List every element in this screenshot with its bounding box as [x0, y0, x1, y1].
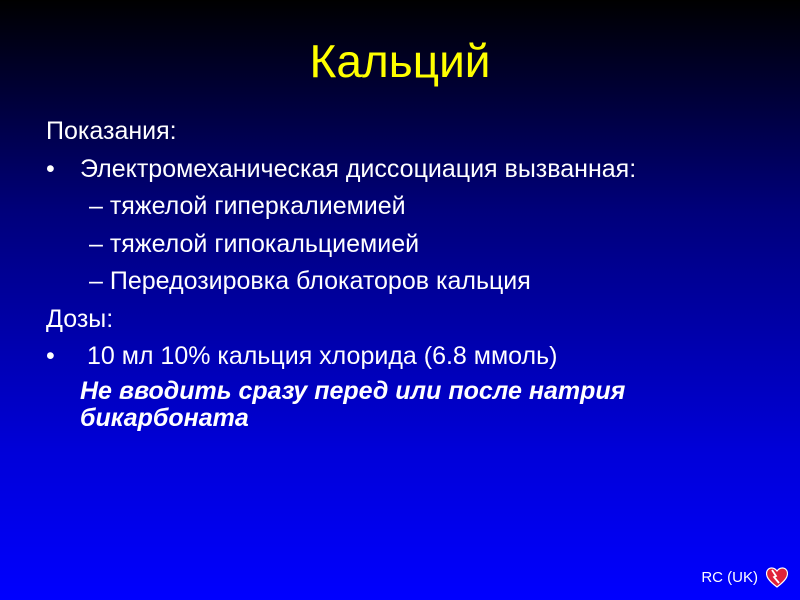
dash-icon: –: [89, 192, 103, 220]
cause-text: тяжелой гиперкалиемией: [109, 192, 406, 220]
cause-text: тяжелой гипокальциемией: [109, 229, 420, 258]
cause-item: [46, 188, 786, 226]
heart-lightning-logo-icon: [764, 564, 790, 590]
warning-note: Не вводить сразу перед или после натрия бикарбоната: [80, 376, 626, 432]
indications-bullet-text: Электромеханическая диссоциация вызванная:: [80, 154, 637, 183]
cause-text: Передозировка блокаторов кальция: [109, 267, 531, 295]
indications-bullet-item: [46, 151, 786, 189]
bullet-icon: •: [46, 342, 55, 370]
doses-bullet-item: [46, 338, 786, 376]
footer-label: RC (UK): [701, 568, 758, 586]
footer: [701, 564, 790, 590]
slide-title: Кальций: [309, 35, 491, 87]
cause-item: [46, 263, 786, 301]
cause-item: [46, 226, 786, 264]
slide-content: [46, 113, 786, 432]
doses-bullet-text: 10 мл 10% кальция хлорида (6.8 ммоль): [80, 342, 558, 370]
bullet-icon: •: [46, 154, 55, 183]
indications-heading: Показания:: [46, 117, 177, 145]
dash-icon: –: [89, 229, 103, 258]
dash-icon: –: [89, 267, 103, 295]
doses-heading: Дозы:: [46, 304, 114, 333]
